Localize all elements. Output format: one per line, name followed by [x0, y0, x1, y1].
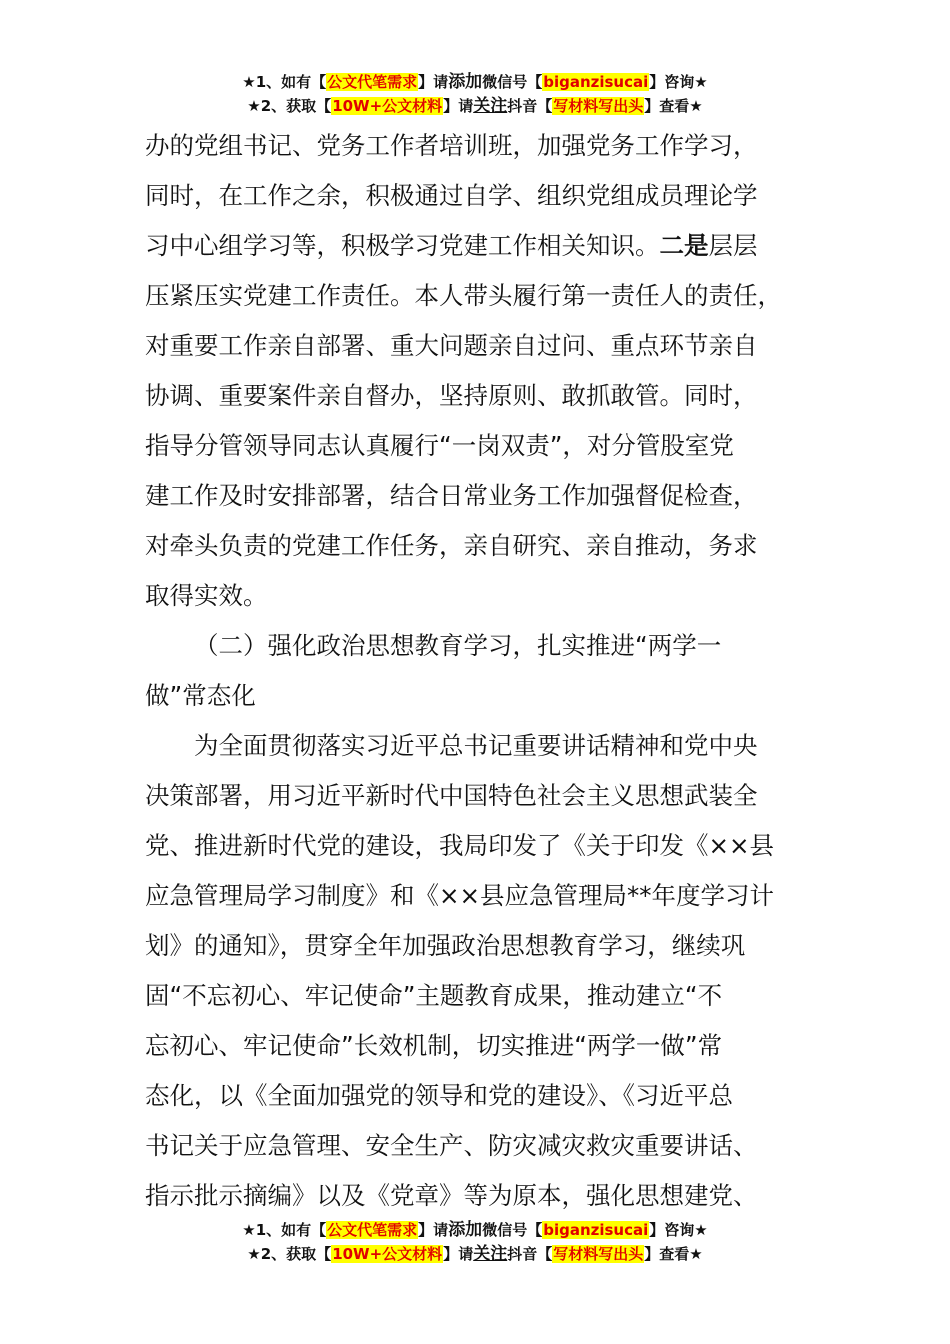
text-line: 决策部署，用习近平新时代中国特色社会主义思想武装全	[145, 781, 758, 810]
promo-line-1: ★1、如有【公文代笔需求】请添加微信号【biganzisucai】咨询★	[242, 72, 708, 92]
text-line: 办的党组书记、党务工作者培训班，加强党务工作学习，	[145, 131, 758, 160]
text-line: 应急管理局学习制度》和《××县应急管理局**年度学习计	[145, 881, 775, 910]
highlight-douyin-id: 写材料写出头	[553, 1245, 644, 1263]
promo-banner-bottom	[0, 1218, 950, 1266]
text-line: （二）强化政治思想教育学习，扎实推进“两学一	[194, 631, 722, 660]
text-line: 对重要工作亲自部署、重大问题亲自过问、重点环节亲自	[145, 331, 758, 360]
promo-line-1: ★1、如有【公文代笔需求】请添加微信号【biganzisucai】咨询★	[242, 1220, 708, 1240]
text-line: 为全面贯彻落实习近平总书记重要讲话精神和党中央	[194, 731, 758, 760]
promo-banner-top	[0, 70, 950, 118]
highlight-materials: 10W+公文材料	[332, 1245, 443, 1263]
text-line: 指导分管领导同志认真履行“一岗双责”，对分管股室党	[145, 431, 734, 460]
highlight-service: 公文代笔需求	[327, 73, 418, 91]
text-line: 协调、重要案件亲自督办，坚持原则、敢抓敢管。同时，	[145, 381, 758, 410]
promo-line-2: ★2、获取【10W+公文材料】请关注抖音【写材料写出头】查看★	[247, 96, 703, 116]
text-line: 划》的通知》，贯穿全年加强政治思想教育学习，继续巩	[145, 931, 746, 960]
highlight-service: 公文代笔需求	[327, 1221, 418, 1239]
document-body	[145, 121, 810, 1221]
text-line: 同时，在工作之余，积极通过自学、组织党组成员理论学	[145, 181, 758, 210]
text-line: 做”常态化	[145, 681, 256, 710]
text-line: 取得实效。	[145, 581, 268, 610]
text-line: 忘初心、牢记使命”长效机制，切实推进“两学一做”常	[145, 1031, 723, 1060]
text-line: 压紧压实党建工作责任。本人带头履行第一责任人的责任，	[145, 281, 782, 310]
promo-line-2: ★2、获取【10W+公文材料】请关注抖音【写材料写出头】查看★	[247, 1244, 703, 1264]
highlight-wechat-id: biganzisucai	[543, 1221, 649, 1239]
text-line: 固“不忘初心、牢记使命”主题教育成果，推动建立“不	[145, 981, 723, 1010]
highlight-douyin-id: 写材料写出头	[553, 97, 644, 115]
text-line: 对牵头负责的党建工作任务，亲自研究、亲自推动，务求	[145, 531, 758, 560]
text-line: 习中心组学习等，积极学习党建工作相关知识。二是层层	[145, 231, 758, 260]
text-line: 党、推进新时代党的建设，我局印发了《关于印发《××县	[145, 831, 775, 860]
highlight-materials: 10W+公文材料	[332, 97, 443, 115]
text-line: 态化，以《全面加强党的领导和党的建设》、《习近平总	[145, 1081, 733, 1110]
highlight-wechat-id: biganzisucai	[543, 73, 649, 91]
bold-marker: 二是	[659, 231, 709, 260]
text-line: 建工作及时安排部署，结合日常业务工作加强督促检查，	[145, 481, 758, 510]
text-line: 指示批示摘编》以及《党章》等为原本，强化思想建党、	[145, 1181, 758, 1210]
text-line: 书记关于应急管理、安全生产、防灾减灾救灾重要讲话、	[145, 1131, 758, 1160]
